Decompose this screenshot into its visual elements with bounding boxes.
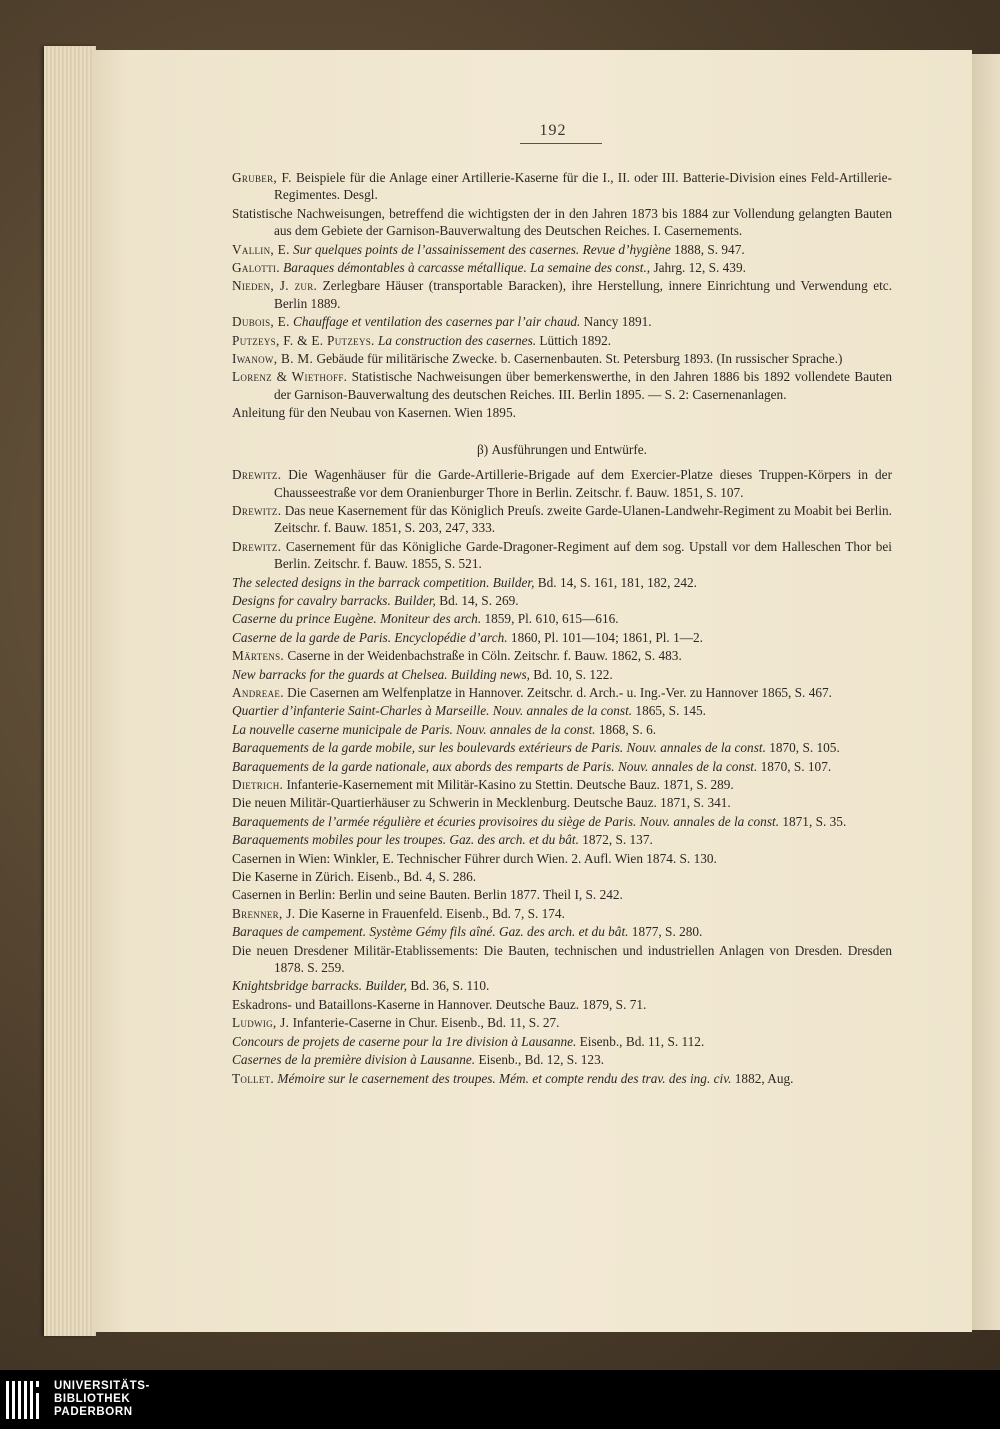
entry-text: Eisenb., Bd. 11, S. 112. — [576, 1033, 705, 1049]
entry-title: The selected designs in the barrack competition. Builder, — [232, 574, 535, 590]
bibliography-entry — [232, 368, 892, 403]
library-footer — [0, 1370, 1000, 1429]
entry-title: Knightsbridge barracks. Builder, — [232, 978, 408, 994]
entry-text: 1888, S. 947. — [670, 241, 745, 257]
entry-text: Zerlegbare Häuser (transportable Baracken), ihre Herstellung, innere Einrichtung und Verwendung etc. Berlin 1889. — [274, 278, 893, 311]
library-logo-icon — [6, 1381, 46, 1419]
entry-title: New barracks for the guards at Chelsea. Building news, — [232, 666, 530, 682]
entry-text: Casernement für das Königliche Garde-Dragoner-Regiment auf dem sog. Upstall vor dem Halleschen Thor bei Berlin. Zeitschr. f. Bauw. 1855, S. 521. — [274, 538, 892, 572]
bibliography-entry — [232, 538, 892, 573]
bibliography-entry — [232, 241, 892, 258]
bibliography-entry — [232, 684, 892, 701]
bibliography-entry — [232, 1014, 892, 1031]
bibliography-entry — [232, 794, 892, 811]
entry-author: Drewitz. — [232, 538, 282, 554]
bibliography-list-general — [232, 169, 892, 422]
entry-text: Beispiele für die Anlage einer Artillerie-Kaserne für die I., II. oder III. Batterie-Division eines Feld-Artillerie-Regimentes. Desgl. — [274, 170, 892, 203]
entry-title: Baraques démontables à carcasse métallique. La semaine des const., — [279, 260, 651, 276]
bibliography-entry — [232, 942, 892, 977]
entry-author: Märtens. — [232, 648, 285, 664]
bibliography-entry — [232, 1070, 892, 1087]
entry-text: Bd. 14, S. 269. — [435, 592, 519, 608]
entry-text: Casernen in Berlin: Berlin und seine Bauten. Berlin 1877. Theil I, S. 242. — [232, 887, 623, 903]
entry-text: Bd. 36, S. 110. — [407, 978, 490, 994]
bibliography-entry — [232, 647, 892, 664]
bibliography-entry — [232, 574, 892, 591]
entry-text: Das neue Kasernement für das Königlich Preuſs. zweite Garde-Ulanen-Landwehr-Regiment zu Moabit bei Berlin. Zeitschr. f. Bauw. 1851, S. 203, 247, 333. — [274, 502, 892, 536]
adjacent-page — [972, 54, 1000, 1330]
entry-author: Ludwig, J. — [232, 1015, 290, 1031]
bibliography-entry — [232, 996, 892, 1013]
entry-text: 1877, S. 280. — [628, 924, 703, 940]
entry-author: Vallin, E. — [232, 241, 290, 257]
bibliography-entry — [232, 502, 892, 537]
page-edges — [44, 46, 96, 1336]
page-number: 192 — [539, 122, 567, 139]
section-heading: β) Ausführungen und Entwürfe. — [477, 441, 647, 457]
library-name-line: PADERBORN — [54, 1406, 133, 1418]
entry-text: Anleitung für den Neubau von Kasernen. Wien 1895. — [232, 405, 516, 421]
entry-title: Designs for cavalry barracks. Builder, — [232, 592, 436, 608]
library-name-line: BIBLIOTHEK — [54, 1393, 131, 1405]
bibliography-entry — [232, 702, 892, 719]
entry-text: Die Wagenhäuser für die Garde-Artillerie-Brigade auf dem Exercier-Platze dieses Truppen-Körpers in der Chausseestraße vor dem Oranienburger Thore in Berlin. Zeitschr. f. Bauw. 1851, S. 107. — [274, 467, 892, 500]
bibliography-entry — [232, 739, 892, 756]
entry-author: Brenner, J. — [232, 905, 296, 921]
entry-title: Baraquements de la garde mobile, sur les boulevards extérieurs de Paris. Nouv. annales de la const. — [232, 740, 766, 756]
entry-text: Lüttich 1892. — [536, 332, 612, 348]
bibliography-entry — [232, 923, 892, 940]
bibliography-entry — [232, 813, 892, 830]
entry-title: Quartier d’infanterie Saint-Charles à Marseille. Nouv. annales de la const. — [232, 703, 633, 719]
bibliography-entry — [232, 313, 892, 330]
bibliography-entry — [232, 259, 892, 276]
entry-title: Sur quelques points de l’assainissement des casernes. Revue d’hygiène — [289, 241, 671, 257]
entry-text: 1868, S. 6. — [595, 721, 657, 737]
entry-author: Drewitz. — [232, 467, 282, 483]
bibliography-entry — [232, 1033, 892, 1050]
entry-author: Nieden, J. zur. — [232, 278, 318, 294]
entry-text: 1859, Pl. 610, 615—616. — [481, 611, 619, 627]
entry-text: Die neuen Militär-Quartierhäuser zu Schwerin in Mecklenburg. Deutsche Bauz. 1871, S. 341. — [232, 795, 731, 811]
page-number-rule — [520, 143, 602, 144]
entry-text: 1882, Aug. — [731, 1070, 794, 1086]
entry-text: Gebäude für militärische Zwecke. b. Casernenbauten. St. Petersburg 1893. (In russischer Sprache.) — [313, 351, 843, 367]
bibliography-entry — [232, 205, 892, 240]
entry-author: Putzeys, F. & E. Putzeys. — [232, 332, 375, 348]
entry-text: Infanterie-Kasernement mit Militär-Kasino zu Stettin. Deutsche Bauz. 1871, S. 289. — [283, 777, 734, 792]
entry-text: Die Kaserne in Zürich. Eisenb., Bd. 4, S. 286. — [232, 869, 477, 885]
entry-text: Bd. 14, S. 161, 181, 182, 242. — [534, 574, 697, 590]
bibliography-entry — [232, 1051, 892, 1068]
bibliography-entry — [232, 776, 892, 793]
entry-author: Drewitz. — [232, 502, 282, 518]
bibliography-entry — [232, 404, 892, 421]
entry-title: Casernes de la première division à Lausanne. — [232, 1052, 476, 1068]
entry-title: Concours de projets de caserne pour la 1re division à Lausanne. — [232, 1033, 577, 1049]
entry-text: Eisenb., Bd. 12, S. 123. — [475, 1052, 605, 1068]
entry-title: Baraquements mobiles pour les troupes. Gaz. des arch. et du bât. — [232, 832, 579, 848]
entry-author: Gruber, F. — [232, 170, 292, 185]
entry-text: 1860, Pl. 101—104; 1861, Pl. 1—2. — [507, 629, 704, 645]
entry-text: Casernen in Wien: Winkler, E. Technischer Führer durch Wien. 2. Aufl. Wien 1874. S. 130. — [232, 850, 717, 866]
bibliography-entry — [232, 629, 892, 646]
entry-author: Dietrich. — [232, 777, 284, 792]
bibliography-entry — [232, 592, 892, 609]
entry-text: Caserne in der Weidenbachstraße in Cöln. Zeitschr. f. Bauw. 1862, S. 483. — [284, 648, 682, 664]
bibliography-entry — [232, 332, 892, 349]
entry-text: Jahrg. 12, S. 439. — [650, 260, 746, 276]
bibliography-list-executions — [232, 466, 892, 1087]
entry-text: Statistische Nachweisungen über bemerkenswerthe, in den Jahren 1886 bis 1892 vollendete Bauten der Garnison-Bauverwaltung des deutschen Reiches. III. Berlin 1895. — S. 2: Casernenanlagen. — [274, 369, 892, 402]
entry-title: Caserne de la garde de Paris. Encyclopédie d’arch. — [232, 629, 508, 645]
entry-title: Baraques de campement. Système Gémy fils aîné. Gaz. des arch. et du bât. — [232, 924, 629, 940]
entry-author: Lorenz & Wiethoff. — [232, 369, 348, 385]
entry-title: Baraquements de la garde nationale, aux abords des remparts de Paris. Nouv. annales de la const. — [232, 758, 758, 774]
entry-text: 1865, S. 145. — [632, 703, 706, 719]
entry-title: Chauffage et ventilation des casernes par l’air chaud. — [289, 314, 581, 330]
bibliography-entry — [232, 977, 892, 994]
entry-title: Caserne du prince Eugène. Moniteur des arch. — [232, 611, 482, 627]
entry-text: 1872, S. 137. — [578, 832, 653, 848]
entry-text: Die neuen Dresdener Militär-Etablissements: Die Bauten, technischen und industriellen Anlagen von Dresden. Dresden 1878. S. 259. — [232, 942, 892, 976]
entry-text: Nancy 1891. — [580, 314, 652, 330]
bibliography-entry — [232, 721, 892, 738]
bibliography-entry — [232, 610, 892, 627]
entry-title: Baraquements de l’armée régulière et écuries provisoires du siège de Paris. Nouv. annales de la const. — [232, 813, 780, 829]
entry-text: Statistische Nachweisungen, betreffend die wichtigsten der in den Jahren 1873 bis 1884 zur Vollendung gelangten Bauten aus dem Gebiete der Garnison-Bauverwaltung des Deutschen Reiches. I. Casernements. — [232, 205, 892, 239]
bibliography-text — [232, 168, 892, 1087]
bibliography-entry — [232, 868, 892, 885]
bibliography-entry — [232, 758, 892, 775]
bibliography-entry — [232, 169, 892, 204]
library-name-line: UNIVERSITÄTS- — [54, 1380, 150, 1392]
entry-author: Andreae. — [232, 684, 284, 700]
entry-author: Dubois, E. — [232, 314, 290, 330]
entry-author: Galotti. — [232, 260, 280, 276]
bibliography-entry — [232, 905, 892, 922]
entry-text: Eskadrons- und Bataillons-Kaserne in Hannover. Deutsche Bauz. 1879, S. 71. — [232, 996, 647, 1012]
entry-text: 1870, S. 105. — [765, 740, 840, 756]
entry-title: La construction des casernes. — [374, 332, 537, 348]
bibliography-entry — [232, 831, 892, 848]
entry-author: Iwanow, B. M. — [232, 351, 314, 367]
entry-text: Bd. 10, S. 122. — [529, 666, 613, 682]
entry-author: Tollet. — [232, 1070, 275, 1086]
bibliography-entry — [232, 277, 892, 312]
entry-text: 1870, S. 107. — [757, 758, 832, 774]
entry-text: Die Kaserne in Frauenfeld. Eisenb., Bd. 7, S. 174. — [295, 905, 565, 921]
bibliography-entry — [232, 886, 892, 903]
entry-text: 1871, S. 35. — [779, 813, 847, 829]
bibliography-entry — [232, 850, 892, 867]
bibliography-entry — [232, 666, 892, 683]
entry-text: Infanterie-Caserne in Chur. Eisenb., Bd. 11, S. 27. — [289, 1015, 560, 1031]
entry-text: Die Casernen am Welfenplatze in Hannover. Zeitschr. d. Arch.- u. Ing.-Ver. zu Hannover 1865, S. 467. — [283, 684, 832, 700]
bibliography-entry — [232, 350, 892, 367]
bibliography-entry — [232, 466, 892, 501]
library-name — [54, 1380, 150, 1419]
entry-title: Mémoire sur le casernement des troupes. Mém. et compte rendu des trav. des ing. civ. — [274, 1070, 732, 1086]
entry-title: La nouvelle caserne municipale de Paris. Nouv. annales de la const. — [232, 721, 596, 737]
